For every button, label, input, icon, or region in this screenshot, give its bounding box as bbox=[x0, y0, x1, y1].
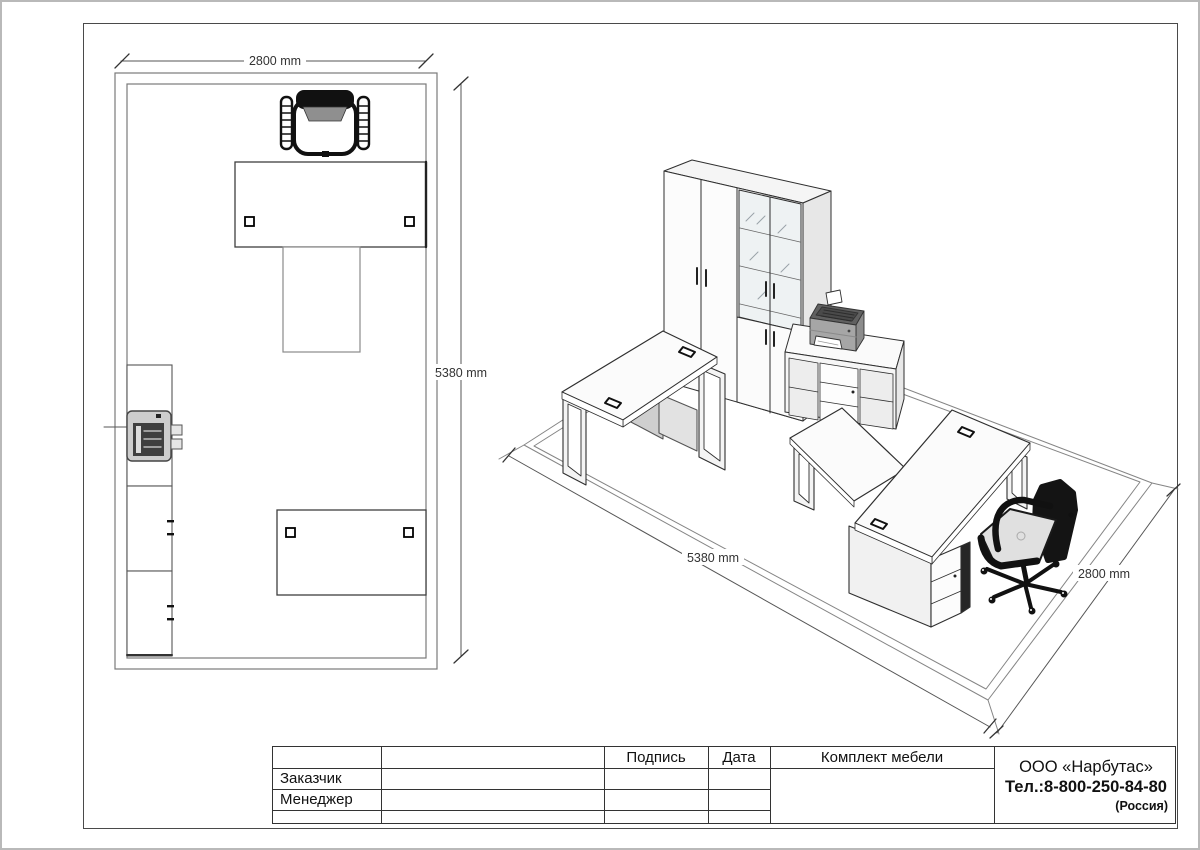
plan-desk-1 bbox=[235, 162, 426, 247]
plan-chair-backrest bbox=[296, 90, 354, 109]
dim-tick bbox=[984, 719, 996, 733]
manager-name-field[interactable] bbox=[381, 789, 604, 810]
furniture-set-header: Комплект мебели bbox=[820, 749, 944, 766]
plan-cabinet-2 bbox=[127, 486, 172, 571]
dim-tick bbox=[1167, 484, 1180, 496]
plan-office-chair bbox=[281, 90, 369, 157]
sideboard-open-bay bbox=[789, 358, 818, 420]
manager-row-cell bbox=[273, 789, 381, 810]
plan-desk-2 bbox=[277, 510, 426, 595]
grommet bbox=[405, 217, 414, 226]
pedestal-shadow bbox=[961, 542, 970, 613]
customer-row-cell bbox=[273, 768, 381, 789]
desk1-side-panel bbox=[659, 394, 697, 451]
title-block bbox=[272, 746, 1176, 824]
manager-date-field[interactable] bbox=[708, 789, 770, 810]
furniture-set-cell bbox=[770, 747, 994, 768]
company-phone: Тел.:8-800-250-84-80 bbox=[1005, 778, 1167, 796]
grommet bbox=[286, 528, 295, 537]
signature-header-cell bbox=[604, 747, 708, 768]
manager-label: Менеджер bbox=[280, 791, 353, 808]
iso-width-label: 2800 mm bbox=[1077, 567, 1131, 581]
customer-date-field[interactable] bbox=[708, 768, 770, 789]
company-country: (Россия) bbox=[1115, 799, 1168, 813]
plan-desk-return bbox=[283, 247, 360, 352]
sideboard-open-bay bbox=[860, 369, 893, 429]
floor-plan bbox=[104, 53, 492, 669]
iso-office-chair bbox=[981, 482, 1076, 615]
plan-width-label: 2800 mm bbox=[248, 54, 302, 68]
dim-tick bbox=[503, 448, 515, 462]
printer-paper-in bbox=[826, 290, 842, 305]
manager-signature-field[interactable] bbox=[604, 789, 708, 810]
customer-name-field[interactable] bbox=[381, 768, 604, 789]
plan-dim-height bbox=[431, 77, 492, 663]
company-name: ООО «Нарбутас» bbox=[1019, 758, 1153, 776]
date-header: Дата bbox=[722, 749, 756, 766]
grid-line bbox=[273, 810, 770, 811]
plan-cabinet-3 bbox=[127, 571, 172, 656]
plan-printer bbox=[104, 411, 182, 461]
plan-dim-width bbox=[115, 53, 433, 68]
iso-length-label: 5380 mm bbox=[686, 551, 740, 565]
grommet bbox=[404, 528, 413, 537]
customer-label: Заказчик bbox=[280, 770, 342, 787]
company-cell bbox=[995, 747, 1177, 823]
signature-header: Подпись bbox=[626, 749, 686, 766]
plan-cabinets bbox=[127, 365, 174, 656]
iso-desk-1 bbox=[562, 331, 725, 485]
date-header-cell bbox=[708, 747, 770, 768]
customer-signature-field[interactable] bbox=[604, 768, 708, 789]
plan-height-label: 5380 mm bbox=[434, 366, 488, 380]
grommet bbox=[245, 217, 254, 226]
iso-view bbox=[499, 160, 1180, 738]
